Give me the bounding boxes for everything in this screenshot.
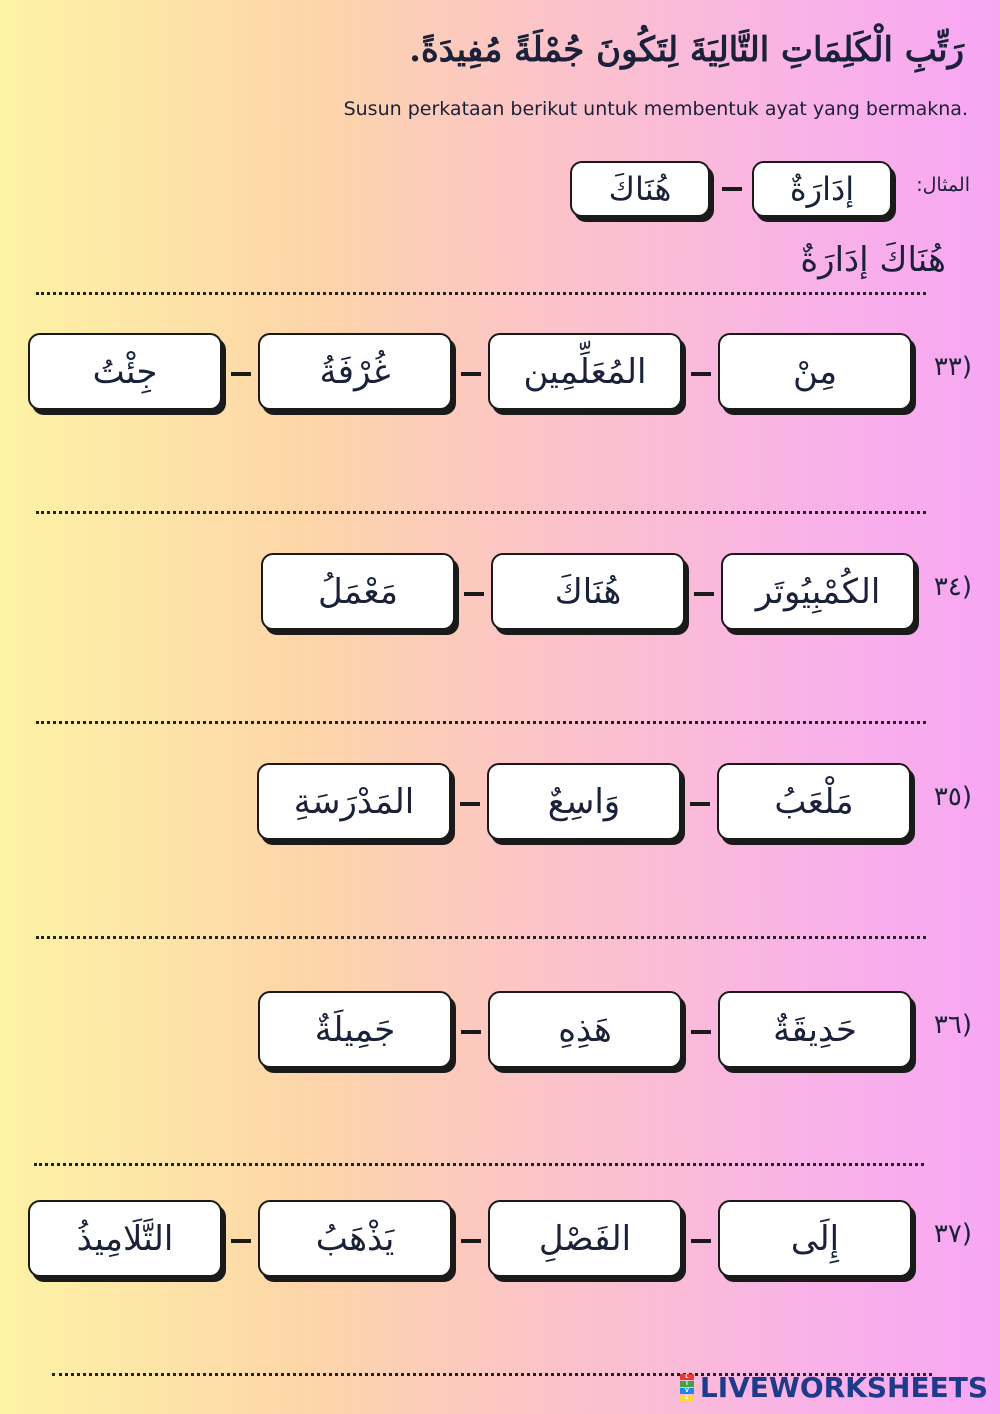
word-separator xyxy=(461,372,481,376)
word-separator xyxy=(231,1239,251,1243)
example-answer-line xyxy=(36,292,926,295)
answer-line[interactable] xyxy=(36,936,926,939)
word-separator xyxy=(691,372,711,376)
draggable-word-box[interactable]: مَعْمَلُ xyxy=(261,553,455,630)
draggable-word-box[interactable]: مَلْعَبُ xyxy=(717,763,911,840)
liveworksheets-text: LIVEWORKSHEETS xyxy=(699,1371,988,1404)
draggable-word-box[interactable]: التَّلَامِيذُ xyxy=(28,1200,222,1277)
draggable-word-box[interactable]: إِلَى xyxy=(718,1200,912,1277)
answer-line[interactable] xyxy=(36,511,926,514)
word-separator xyxy=(691,1030,711,1034)
word-separator xyxy=(722,187,742,191)
word-separator xyxy=(231,372,251,376)
logo-letter: L xyxy=(680,1374,694,1380)
instruction-subtitle: Susun perkataan berikut untuk membentuk ayat yang bermakna. xyxy=(343,98,968,120)
draggable-word-box[interactable]: الكُمْبِيُوتَر xyxy=(721,553,915,630)
word-separator xyxy=(690,802,710,806)
example-label: المثال: xyxy=(916,174,970,196)
draggable-word-box[interactable]: جِئْتُ xyxy=(28,333,222,410)
draggable-word-box[interactable]: الفَصْلِ xyxy=(488,1200,682,1277)
word-separator xyxy=(461,1030,481,1034)
draggable-word-box[interactable]: المَدْرَسَةِ xyxy=(257,763,451,840)
question-number: (٣٥ xyxy=(933,782,972,812)
word-separator xyxy=(464,592,484,596)
liveworksheets-logo xyxy=(680,1371,988,1404)
draggable-word-box[interactable]: جَمِيلَةٌ xyxy=(258,991,452,1068)
logo-letter: I xyxy=(680,1381,694,1387)
question-number: (٣٧ xyxy=(933,1219,972,1249)
draggable-word-box[interactable]: مِنْ xyxy=(718,333,912,410)
draggable-word-box[interactable]: وَاسِعٌ xyxy=(487,763,681,840)
liveworksheets-icon xyxy=(680,1374,694,1401)
draggable-word-box[interactable]: يَذْهَبُ xyxy=(258,1200,452,1277)
example-answer: هُنَاكَ إدَارَةٌ xyxy=(800,240,946,280)
logo-letter: V xyxy=(680,1388,694,1394)
answer-line[interactable] xyxy=(36,721,926,724)
question-number: (٣٤ xyxy=(933,572,972,602)
draggable-word-box[interactable]: هُنَاكَ xyxy=(491,553,685,630)
draggable-word-box[interactable]: المُعَلِّمِين xyxy=(488,333,682,410)
word-separator xyxy=(460,802,480,806)
draggable-word-box[interactable]: هَذِهِ xyxy=(488,991,682,1068)
word-separator xyxy=(694,592,714,596)
answer-line[interactable] xyxy=(34,1163,924,1166)
example-word-box: إدَارَةٌ xyxy=(752,161,892,217)
draggable-word-box[interactable]: حَدِيقَةٌ xyxy=(718,991,912,1068)
draggable-word-box[interactable]: غُرْفَةُ xyxy=(258,333,452,410)
word-separator xyxy=(461,1239,481,1243)
example-word-box: هُنَاكَ xyxy=(570,161,710,217)
instruction-title: رَتِّبِ الْكَلِمَاتِ التَّالِيَةَ لِتَكُونَ جُمْلَةً مُفِيدَةً. xyxy=(409,30,964,70)
word-separator xyxy=(691,1239,711,1243)
question-number: (٣٣ xyxy=(933,352,972,382)
logo-letter: E xyxy=(680,1395,694,1401)
question-number: (٣٦ xyxy=(933,1010,972,1040)
